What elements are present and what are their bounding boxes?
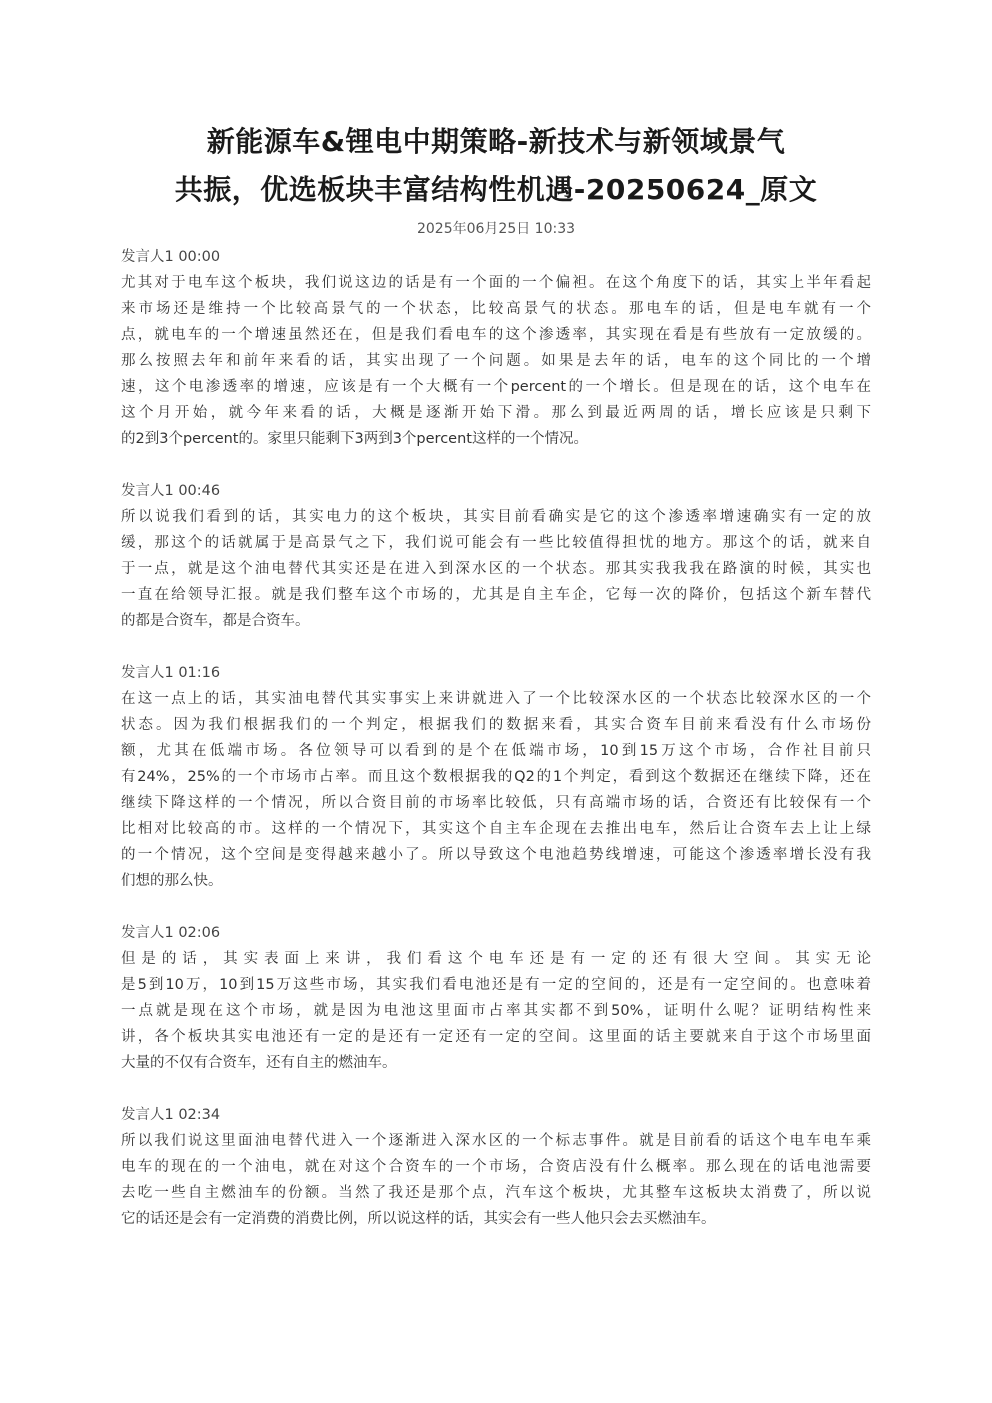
speaker-timestamp: 发言人1 01:16 <box>121 665 221 681</box>
paragraph-line: 一直在给领导汇报。就是我们整车这个市场的，尤其是自主车企，它每一次的降价，包括这个新车替代 <box>121 587 871 603</box>
paragraph-line: 点，就电车的一个增速虽然还在，但是我们看电车的这个渗透率，其实现在看是有些放有一定放缓的。 <box>121 327 871 343</box>
paragraph-line: 所以说我们看到的话，其实电力的这个板块，其实目前看确实是它的这个渗透率增速确实有一定的放 <box>121 509 871 525</box>
transcript-body <box>121 244 871 1258</box>
transcript-segment <box>121 244 871 452</box>
paragraph-line: 来市场还是维持一个比较高景气的一个状态，比较高景气的状态。那电车的话，但是电车就有一个 <box>121 301 871 317</box>
paragraph-line: 的2到3个percent的。家里只能剩下3两到3个percent这样的一个情况。 <box>121 431 588 447</box>
paragraph-line: 一点就是现在这个市场，就是因为电池这里面市占率其实都不到50%，证明什么呢？证明结构性来 <box>121 1003 871 1019</box>
paragraph-line: 这个月开始，就今年来看的话，大概是逐渐开始下滑。那么到最近两周的话，增长应该是只剩下 <box>121 405 871 421</box>
transcript-paragraph <box>121 686 871 894</box>
transcript-segment <box>121 1102 871 1232</box>
paragraph-line: 们想的那么快。 <box>121 873 223 889</box>
paragraph-line: 缓，那这个的话就属于是高景气之下，我们说可能会有一些比较值得担忧的地方。那这个的话，就来自 <box>121 535 871 551</box>
paragraph-line: 在这一点上的话，其实油电替代其实事实上来讲就进入了一个比较深水区的一个状态比较深水区的一个 <box>121 691 871 707</box>
transcript-paragraph <box>121 504 871 634</box>
paragraph-line: 尤其对于电车这个板块，我们说这边的话是有一个面的一个偏袒。在这个角度下的话，其实上半年看起 <box>121 275 871 291</box>
paragraph-line: 有24%，25%的一个市场市占率。而且这个数根据我的Q2的1个判定，看到这个数据还在继续下降，还在 <box>121 769 871 785</box>
paragraph-line: 比相对比较高的市。这样的一个情况下，其实这个自主车企现在去推出电车，然后让合资车去上让上绿 <box>121 821 871 837</box>
speaker-timestamp: 发言人1 02:34 <box>121 1107 221 1123</box>
transcript-paragraph <box>121 946 871 1076</box>
paragraph-line: 速，这个电渗透率的增速，应该是有一个大概有一个percent的一个增长。但是现在的话，这个电车在 <box>121 379 871 395</box>
paragraph-line: 额，尤其在低端市场。各位领导可以看到的是个在低端市场，10到15万这个市场，合作社目前只 <box>121 743 871 759</box>
paragraph-line: 于一点，就是这个油电替代其实还是在进入到深水区的一个状态。那其实我我我在路演的时候，其实也 <box>121 561 871 577</box>
paragraph-line: 但是的话，其实表面上来讲，我们看这个电车还是有一定的还有很大空间。其实无论 <box>121 951 871 967</box>
paragraph-line: 那么按照去年和前年来看的话，其实出现了一个问题。如果是去年的话，电车的这个同比的一个增 <box>121 353 871 369</box>
speaker-timestamp: 发言人1 00:46 <box>121 483 221 499</box>
paragraph-line: 的都是合资车，都是合资车。 <box>121 613 310 629</box>
transcript-paragraph <box>121 1128 871 1232</box>
document-title-line-2: 共振，优选板块丰富结构性机遇-20250624_原文 <box>174 173 818 206</box>
paragraph-line: 它的话还是会有一定消费的消费比例，所以说这样的话，其实会有一些人他只会去买燃油车。 <box>121 1211 716 1227</box>
paragraph-line: 讲，各个板块其实电池还有一定的是还有一定还有一定的空间。这里面的话主要就来自于这个市场里面 <box>121 1029 871 1045</box>
transcript-paragraph <box>121 270 871 452</box>
transcript-segment <box>121 920 871 1076</box>
paragraph-line: 大量的不仅有合资车，还有自主的燃油车。 <box>121 1055 397 1071</box>
document-title <box>120 118 872 214</box>
paragraph-line: 状态。因为我们根据我们的一个判定，根据我们的数据来看，其实合资车目前来看没有什么市场份 <box>121 717 871 733</box>
paragraph-line: 所以我们说这里面油电替代进入一个逐渐进入深水区的一个标志事件。就是目前看的话这个电车电车乘 <box>121 1133 871 1149</box>
transcript-segment <box>121 478 871 634</box>
speaker-timestamp: 发言人1 02:06 <box>121 925 221 941</box>
paragraph-line: 去吃一些自主燃油车的份额。当然了我还是那个点，汽车这个板块，尤其整车这板块太消费了，所以说 <box>121 1185 871 1201</box>
transcript-segment <box>121 660 871 894</box>
document-title-line-1: 新能源车&锂电中期策略-新技术与新领域景气 <box>206 125 786 158</box>
document-date: 2025年06月25日 10:33 <box>416 221 576 237</box>
paragraph-line: 电车的现在的一个油电，就在对这个合资车的一个市场，合资店没有什么概率。那么现在的话电池需要 <box>121 1159 871 1175</box>
speaker-timestamp: 发言人1 00:00 <box>121 249 221 265</box>
paragraph-line: 的一个情况，这个空间是变得越来越小了。所以导致这个电池趋势线增速，可能这个渗透率增长没有我 <box>121 847 871 863</box>
paragraph-line: 是5到10万，10到15万这些市场，其实我们看电池还是有一定的空间的，还是有一定空间的。也意味着 <box>121 977 871 993</box>
paragraph-line: 继续下降这样的一个情况，所以合资目前的市场率比较低，只有高端市场的话，合资还有比较保有一个 <box>121 795 871 811</box>
